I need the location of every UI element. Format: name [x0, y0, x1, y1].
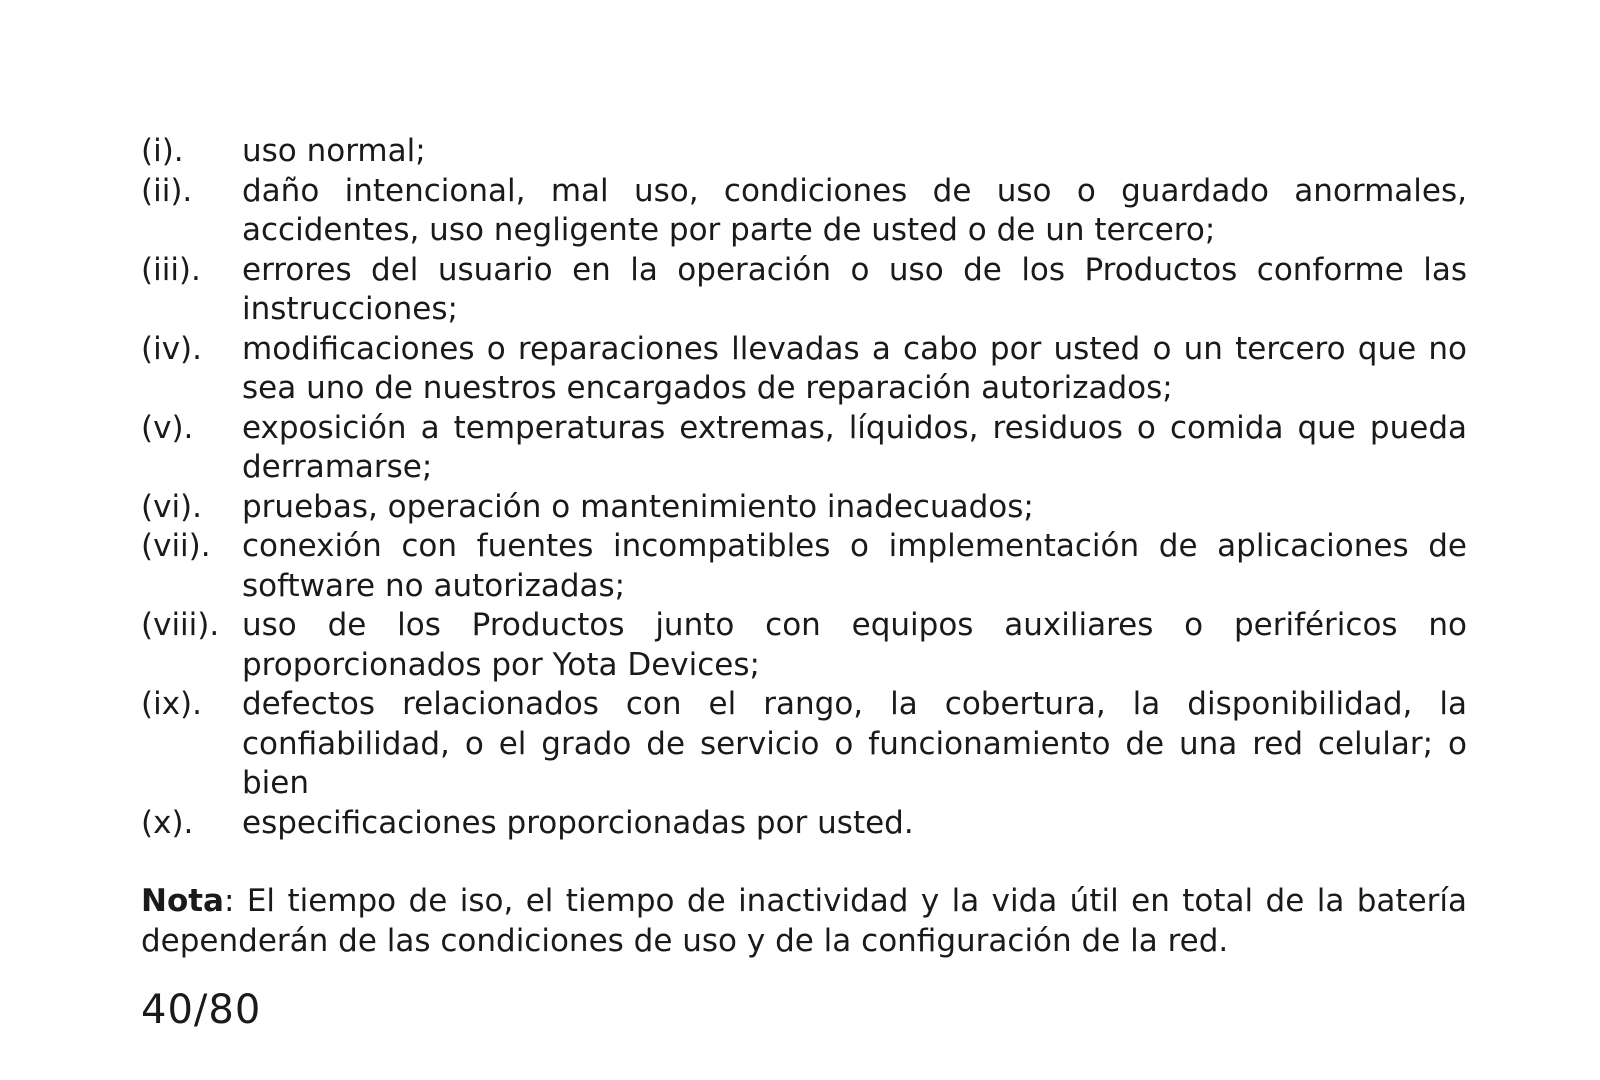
- document-page: [141, 132, 1467, 992]
- list-item: [141, 606, 1467, 685]
- list-item-number: (ix).: [141, 686, 203, 722]
- battery-note: [141, 882, 1467, 961]
- list-item-number: (iv).: [141, 330, 203, 367]
- list-item-text: conexión con fuentes incompatibles o implementación de aplicaciones de software no autorizadas;: [242, 528, 1467, 604]
- page-number: 40/80: [141, 987, 262, 1033]
- list-item-text: pruebas, operación o mantenimiento inadecuados;: [242, 488, 1034, 525]
- note-label: Nota: [141, 883, 224, 919]
- list-item-text: errores del usuario en la operación o uso de los Productos conforme las instrucciones;: [242, 251, 1467, 327]
- list-item: [141, 488, 1467, 528]
- list-item: [141, 330, 1467, 409]
- list-item-number: (viii).: [141, 607, 220, 643]
- list-item-number: (vi).: [141, 488, 203, 525]
- list-item: [141, 132, 1467, 172]
- note-text: : El tiempo de iso, el tiempo de inactividad y la vida útil en total de la batería dependerán de las condiciones de uso y de la configuración de la red.: [141, 883, 1467, 959]
- list-item-number: (ii).: [141, 172, 193, 209]
- list-item-number: (v).: [141, 409, 194, 446]
- list-item-number: (iii).: [141, 251, 201, 288]
- list-item-text: exposición a temperaturas extremas, líquidos, residuos o comida que pueda derramarse;: [242, 409, 1467, 485]
- list-item: [141, 172, 1467, 251]
- list-item-number: (x).: [141, 804, 194, 841]
- exclusions-list: [141, 132, 1467, 843]
- list-item-number: (i).: [141, 133, 184, 169]
- list-item-text: defectos relacionados con el rango, la cobertura, la disponibilidad, la confiabilidad, o el grado de servicio o funcionamiento de una red celular; o bien: [242, 686, 1467, 801]
- list-item-text: uso de los Productos junto con equipos auxiliares o periféricos no proporcionados por Yota Devices;: [242, 607, 1467, 683]
- list-item-text: especificaciones proporcionadas por usted.: [242, 804, 914, 841]
- list-item: [141, 527, 1467, 606]
- list-item: [141, 409, 1467, 488]
- list-item: [141, 685, 1467, 804]
- list-item-text: daño intencional, mal uso, condiciones de uso o guardado anormales, accidentes, uso negligente por parte de usted o de un tercero;: [242, 172, 1467, 248]
- list-item: [141, 804, 1467, 844]
- list-item-text: uso normal;: [242, 133, 426, 169]
- list-item: [141, 251, 1467, 330]
- list-item-text: modificaciones o reparaciones llevadas a cabo por usted o un tercero que no sea uno de nuestros encargados de reparación autorizados;: [242, 330, 1467, 406]
- list-item-number: (vii).: [141, 528, 211, 564]
